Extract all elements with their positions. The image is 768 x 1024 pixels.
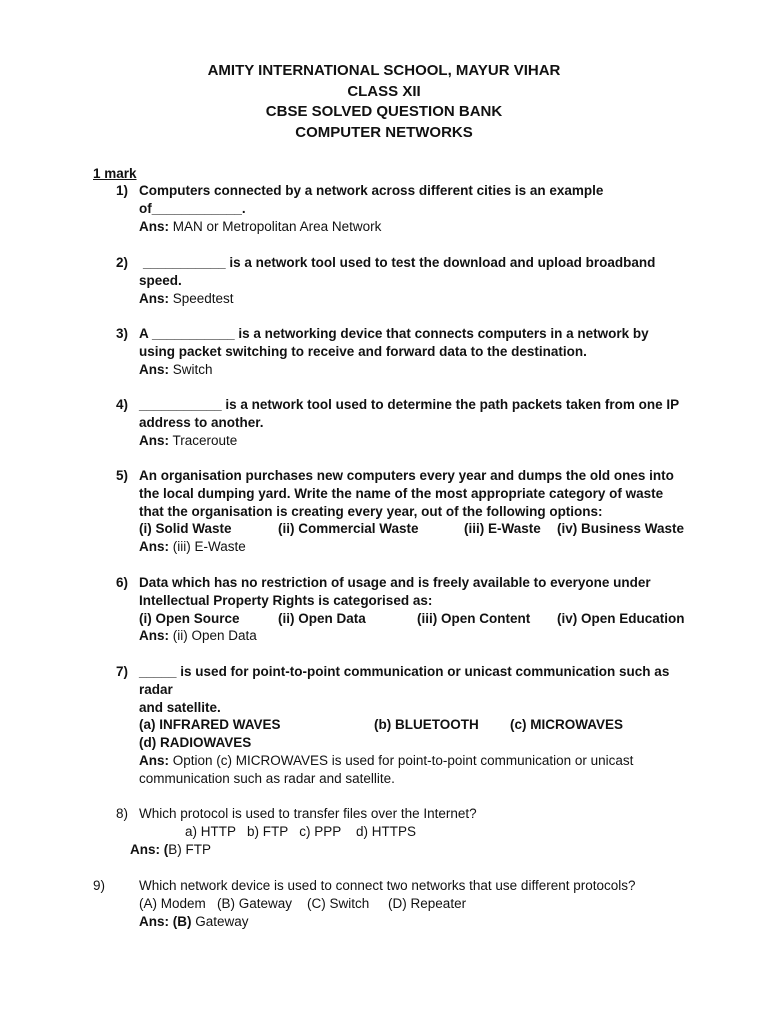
question-number: 5) bbox=[116, 468, 129, 483]
option: (i) Solid Waste bbox=[139, 521, 232, 537]
answer-text: MAN or Metropolitan Area Network bbox=[172, 218, 382, 234]
question-text: Which protocol is used to transfer files over the Internet? bbox=[139, 806, 477, 821]
class-title: CLASS XII bbox=[347, 82, 421, 100]
answer-line bbox=[139, 913, 739, 931]
answer-line bbox=[139, 538, 739, 556]
question-text: ___________ is a network tool used to test the download and upload broadband bbox=[143, 255, 656, 270]
option: (d) RADIOWAVES bbox=[139, 735, 252, 751]
question-text: the local dumping yard. Write the name of the most appropriate category of waste bbox=[139, 485, 664, 501]
answer-line bbox=[130, 841, 739, 859]
question-text: and satellite. bbox=[139, 699, 221, 715]
question-number: 2) bbox=[116, 255, 129, 270]
question-text: using packet switching to receive and forward data to the destination. bbox=[139, 343, 587, 359]
option: (iii) E-Waste bbox=[464, 521, 541, 537]
option: (iii) Open Content bbox=[417, 610, 531, 626]
question-text: Data which has no restriction of usage and is freely available to everyone under bbox=[139, 575, 651, 590]
answer-line bbox=[139, 627, 739, 645]
question-text: radar bbox=[139, 681, 173, 697]
option: (iv) Business Waste bbox=[557, 521, 685, 537]
option: (c) MICROWAVES bbox=[510, 717, 624, 733]
answer-line bbox=[139, 432, 739, 450]
answer-label: Ans: bbox=[130, 841, 160, 857]
option: (a) INFRARED WAVES bbox=[139, 717, 281, 733]
question-number: 9) bbox=[93, 878, 106, 893]
question-text: _____ is used for point-to-point communication or unicast communication such as bbox=[139, 664, 670, 679]
answer-line bbox=[139, 361, 739, 379]
question-text: that the organisation is creating every year, out of the following options: bbox=[139, 503, 603, 519]
question-number: 4) bbox=[116, 397, 129, 412]
answer-line bbox=[139, 752, 739, 770]
answer-label: Ans: bbox=[139, 539, 169, 555]
answer-label: Ans: bbox=[139, 752, 169, 768]
section-label: 1 mark bbox=[93, 166, 137, 181]
answer-text: B) FTP bbox=[168, 841, 212, 857]
options-row bbox=[139, 610, 739, 628]
option: (iv) Open Education bbox=[557, 610, 685, 626]
answer-text-continued: communication such as radar and satellite. bbox=[139, 770, 395, 786]
question-text: address to another. bbox=[139, 414, 264, 430]
question-text: Computers connected by a network across different cities is an example bbox=[139, 183, 604, 198]
question-number: 7) bbox=[116, 664, 129, 679]
answer-label: Ans: bbox=[139, 432, 169, 448]
answer-text: Switch bbox=[172, 361, 213, 377]
school-name: AMITY INTERNATIONAL SCHOOL, MAYUR VIHAR bbox=[207, 62, 561, 79]
options-row: (A) Modem (B) Gateway (C) Switch (D) Repeater bbox=[139, 895, 467, 911]
options-row bbox=[139, 716, 739, 734]
question-text: of____________. bbox=[139, 200, 246, 216]
answer-label: Ans: (B) bbox=[139, 913, 192, 929]
answer-text: (iii) E-Waste bbox=[172, 539, 246, 555]
question-text: A ___________ is a networking device that connects computers in a network by bbox=[139, 326, 649, 341]
question-number: 6) bbox=[116, 575, 129, 590]
answer-text: Speedtest bbox=[172, 290, 234, 306]
option: (ii) Open Data bbox=[278, 610, 366, 626]
question-text: ___________ is a network tool used to determine the path packets taken from one IP bbox=[139, 397, 680, 412]
question-text: An organisation purchases new computers every year and dumps the old ones into bbox=[139, 468, 674, 483]
question-text: speed. bbox=[139, 272, 182, 288]
options-row bbox=[139, 520, 739, 538]
answer-line bbox=[139, 290, 739, 308]
bank-title: CBSE SOLVED QUESTION BANK bbox=[265, 103, 503, 120]
subject-title: COMPUTER NETWORKS bbox=[295, 123, 473, 141]
question-text: Intellectual Property Rights is categorised as: bbox=[139, 592, 433, 608]
document-header bbox=[0, 61, 768, 143]
answer-prefix: ( bbox=[163, 841, 169, 857]
options-row bbox=[139, 734, 739, 752]
answer-text: Traceroute bbox=[172, 432, 238, 448]
answer-text: Option (c) MICROWAVES is used for point-to-point communication or unicast bbox=[172, 752, 634, 768]
answer-label: Ans: bbox=[139, 361, 169, 377]
option: (ii) Commercial Waste bbox=[278, 521, 419, 537]
question-number: 3) bbox=[116, 326, 129, 341]
question-number: 8) bbox=[116, 806, 129, 821]
question-text: Which network device is used to connect two networks that use different protocols? bbox=[139, 878, 636, 893]
answer-line bbox=[139, 218, 739, 236]
answer-text: (ii) Open Data bbox=[172, 628, 257, 644]
option: (b) BLUETOOTH bbox=[374, 717, 479, 733]
options-row: a) HTTP b) FTP c) PPP d) HTTPS bbox=[185, 823, 417, 839]
option: (i) Open Source bbox=[139, 610, 240, 626]
question-number: 1) bbox=[116, 183, 129, 198]
answer-text: Gateway bbox=[195, 913, 249, 929]
answer-label: Ans: bbox=[139, 628, 169, 644]
answer-label: Ans: bbox=[139, 290, 169, 306]
answer-label: Ans: bbox=[139, 218, 169, 234]
